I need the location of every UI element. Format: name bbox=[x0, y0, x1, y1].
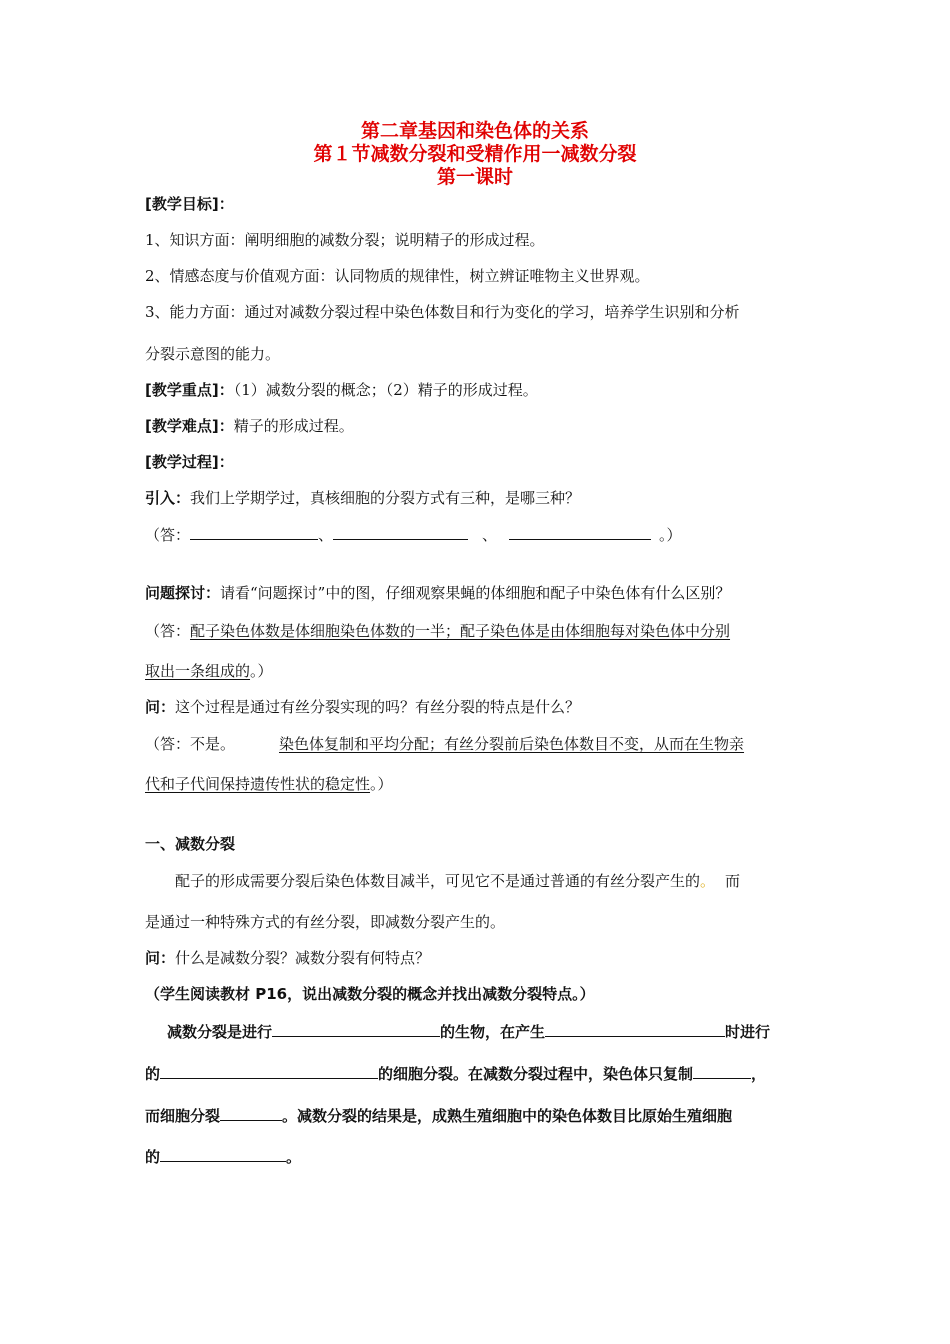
fill-line-2 bbox=[145, 1062, 810, 1084]
answer-blank-1[interactable] bbox=[190, 523, 318, 540]
question-1-text: 这个过程是通过有丝分裂实现的吗？有丝分裂的特点是什么？ bbox=[175, 698, 581, 716]
fill-blank-5[interactable] bbox=[220, 1104, 282, 1121]
goal-item-2: 2、情感态度与价值观方面：认同物质的规律性，树立辨证唯物主义世界观。 bbox=[145, 267, 650, 285]
fill-blank-6[interactable] bbox=[160, 1145, 286, 1162]
document-title bbox=[0, 120, 950, 189]
section-title: 第１节减数分裂和受精作用一减数分裂 bbox=[313, 143, 637, 165]
discussion-answer-cont bbox=[145, 661, 810, 681]
fill-line-3 bbox=[145, 1104, 810, 1126]
reading-note: （学生阅读教材 P16，说出减数分裂的概念并找出减数分裂特点。） bbox=[145, 985, 595, 1003]
intro-sep-2: 、 bbox=[482, 526, 498, 544]
fill-2-text-c: ， bbox=[751, 1065, 767, 1083]
section-1-paragraph bbox=[145, 871, 810, 891]
discussion-answer bbox=[145, 621, 810, 641]
fill-blank-2[interactable] bbox=[545, 1020, 725, 1037]
question-1-answer-cont bbox=[145, 774, 810, 794]
difficulty-text: 精子的形成过程。 bbox=[233, 417, 354, 435]
question-1-answer-text-2: 代和子代间保持遗传性状的稳定性 bbox=[145, 775, 371, 793]
goal-item-3: 3、能力方面：通过对减数分裂过程中染色体数目和行为变化的学习，培养学生识别和分析 bbox=[145, 303, 740, 321]
fill-1-text-c: 时进行 bbox=[725, 1023, 771, 1041]
answer-blank-3[interactable] bbox=[509, 523, 651, 540]
intro-answer-close: 。） bbox=[659, 526, 682, 544]
section-1-paragraph-mark: 。 bbox=[700, 872, 716, 890]
discussion-answer-close: 。） bbox=[250, 662, 273, 680]
fill-1-text-b: 的生物，在产生 bbox=[440, 1023, 546, 1041]
question-1-answer-text: 染色体复制和平均分配；有丝分裂前后染色体数目不变，从而在生物亲 bbox=[279, 735, 745, 753]
fill-blank-1[interactable] bbox=[272, 1020, 440, 1037]
section-1-heading: 一、减数分裂 bbox=[145, 835, 236, 853]
key-points bbox=[145, 380, 810, 400]
question-1-label: 问： bbox=[145, 698, 176, 716]
intro-answer-open: （答： bbox=[145, 526, 191, 544]
intro-text: 我们上学期学过，真核细胞的分裂方式有三种，是哪三种？ bbox=[190, 489, 581, 507]
goal-item-1: 1、知识方面：阐明细胞的减数分裂；说明精子的形成过程。 bbox=[145, 231, 545, 249]
key-points-text: （1）减数分裂的概念；（2）精子的形成过程。 bbox=[233, 381, 538, 399]
discussion-question bbox=[145, 583, 810, 603]
question-2-label: 问： bbox=[145, 949, 176, 967]
question-2-text: 什么是减数分裂？减数分裂有何特点？ bbox=[175, 949, 431, 967]
intro-question bbox=[145, 488, 810, 508]
chapter-title: 第二章基因和染色体的关系 bbox=[360, 120, 589, 142]
goal-item-3-cont: 分裂示意图的能力。 bbox=[145, 345, 281, 363]
fill-blank-3[interactable] bbox=[160, 1062, 378, 1079]
section-1-paragraph-text: 配子的形成需要分裂后染色体数目减半，可见它不是通过普通的有丝分裂产生的 bbox=[175, 872, 701, 890]
question-2 bbox=[145, 948, 810, 968]
process-heading: [教学过程]： bbox=[145, 453, 234, 471]
discussion-answer-text: 配子染色体数是体细胞染色体数的一半；配子染色体是由体细胞每对染色体中分别 bbox=[190, 622, 731, 640]
lesson-title: 第一课时 bbox=[436, 166, 513, 188]
fill-4-text-b: 。 bbox=[286, 1148, 302, 1166]
intro-answer bbox=[145, 523, 810, 545]
discussion-text: 请看“问题探讨”中的图，仔细观察果蝇的体细胞和配子中染色体有什么区别？ bbox=[220, 584, 731, 602]
fill-line-4 bbox=[145, 1145, 810, 1167]
fill-line-1 bbox=[145, 1020, 810, 1042]
intro-sep-1: 、 bbox=[318, 526, 334, 544]
section-1-paragraph-end: 而 bbox=[725, 872, 741, 890]
answer-blank-2[interactable] bbox=[333, 523, 468, 540]
fill-3-text-b: 。减数分裂的结果是，成熟生殖细胞中的染色体数目比原始生殖细胞 bbox=[282, 1107, 733, 1125]
fill-2-text-b: 的细胞分裂。在减数分裂过程中，染色体只复制 bbox=[378, 1065, 694, 1083]
fill-3-text-a: 而细胞分裂 bbox=[145, 1107, 221, 1125]
discussion-answer-open: （答： bbox=[145, 622, 191, 640]
question-1-answer-open: （答：不是。 bbox=[145, 735, 236, 753]
discussion-answer-text-2: 取出一条组成的 bbox=[145, 662, 251, 680]
question-1-answer bbox=[145, 734, 810, 754]
question-1 bbox=[145, 697, 810, 717]
intro-label: 引入： bbox=[145, 489, 191, 507]
fill-4-text-a: 的 bbox=[145, 1148, 161, 1166]
difficulty-label: [教学难点]： bbox=[145, 417, 234, 435]
section-1-paragraph-cont: 是通过一种特殊方式的有丝分裂，即减数分裂产生的。 bbox=[145, 913, 506, 931]
fill-2-text-a: 的 bbox=[145, 1065, 161, 1083]
fill-1-text-a: 减数分裂是进行 bbox=[167, 1023, 273, 1041]
key-points-label: [教学重点]： bbox=[145, 381, 234, 399]
fill-blank-4[interactable] bbox=[693, 1062, 751, 1079]
goals-heading: [教学目标]： bbox=[145, 195, 234, 213]
difficulty bbox=[145, 416, 810, 436]
discussion-label: 问题探讨： bbox=[145, 584, 221, 602]
question-1-answer-close: 。） bbox=[370, 775, 393, 793]
